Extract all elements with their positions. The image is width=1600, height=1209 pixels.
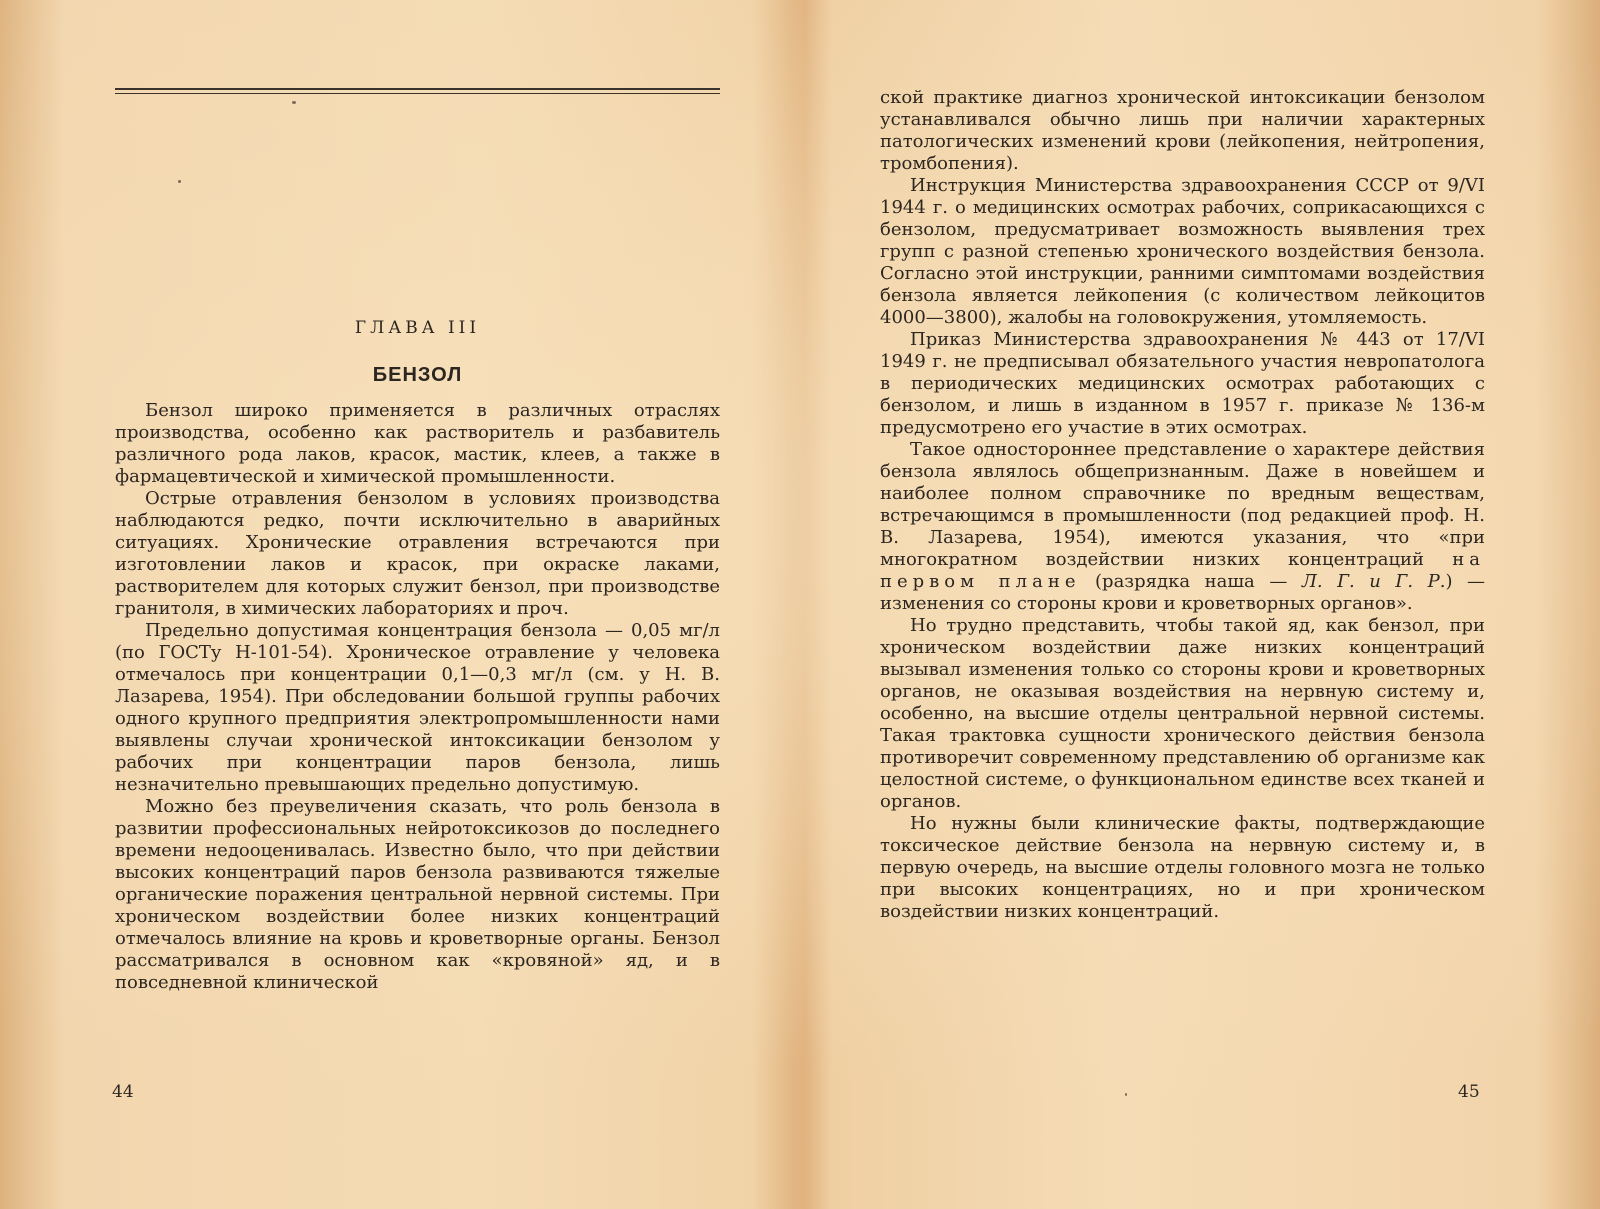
paper-speck: [292, 101, 296, 104]
quote-text-after: ) — изменения со стороны крови и кроветворных органов».: [880, 571, 1485, 614]
quote-text-mid: (разрядка наша —: [1080, 571, 1302, 592]
paper-speck: [178, 180, 181, 183]
quote-paragraph: [880, 439, 1485, 615]
paragraph: Острые отравления бензолом в условиях производства наблюдаются редко, почти исключительно в аварийных ситуациях. Хронические отравления встречаются при изготовлении лаков и красок, при окраске лаками, растворителем для которых служит бензол, при производстве гранитоля, в химических лабораториях и проч.: [115, 488, 720, 619]
header-rule: [115, 88, 720, 94]
paragraph: Предельно допустимая концентрация бензола — 0,05 мг/л (по ГОСТу Н-101-54). Хроническое отравление у человека отмечалось при концентрации 0,1—0,3 мг/л (см. у Н. В. Лазарева, 1954). При обследовании большой группы рабочих одного крупного предприятия электропромышленности нами выявлены случаи хронической интоксикации бензолом у рабочих при концентрации паров бензола, лишь незначительно превышающих предельно допустимую.: [115, 620, 720, 795]
page-number-right: 45: [1458, 1082, 1480, 1102]
right-body-text: [880, 87, 1485, 923]
paragraph: Бензол широко применяется в различных отраслях производства, особенно как растворитель и разбавитель различного рода лаков, красок, мастик, клеев, а также в фармацевтической и химической промышленности.: [115, 400, 720, 487]
left-body-text: [115, 400, 720, 994]
paper-speck: [1125, 1093, 1127, 1096]
paragraph: Но нужны были клинические факты, подтверждающие токсическое действие бензола на нервную систему и, в первую очередь, на высшие отделы головного мозга не только при высоких концентрациях, но и при хроническом воздействии низких концентраций.: [880, 813, 1485, 922]
quote-text-before: Такое одностороннее представление о характере действия бензола являлось общепризнанным. Даже в новейшем и наиболее полном справочнике по вредным веществам, встречающимся в промышленности (под редакцией проф. Н. В. Лазарева, 1954), имеются указания, что «при многократном воздействии низких концентраций: [880, 439, 1485, 570]
spaced-emphasis: на первом плане: [880, 549, 1485, 592]
continuation-paragraph: ской практике диагноз хронической интоксикации бензолом устанавливался обычно лишь при наличии характерных патологических изменений крови (лейкопения, нейтропения, тромбопения).: [880, 87, 1485, 174]
right-page: [800, 0, 1600, 1209]
paragraph: Инструкция Министерства здравоохранения СССР от 9/VI 1944 г. о медицинских осмотрах рабочих, соприкасающихся с бензолом, предусматривает возможность выявления трех групп с разной степенью хронического воздействия бензола. Согласно этой инструкции, ранними симптомами воздействия бензола является лейкопения (с количеством лейкоцитов 4000—3800), жалобы на головокружения, утомляемость.: [880, 175, 1485, 328]
author-initials: Л. Г. и Г. Р.: [1301, 571, 1446, 592]
paragraph: Но трудно представить, чтобы такой яд, как бензол, при хроническом воздействии даже низких концентраций вызывал изменения только со стороны крови и кроветворных органов, не оказывая воздействия на нервную систему и, особенно, на высшие отделы центральной нервной системы. Такая трактовка сущности хронического действия бензола противоречит современному представлению об организме как целостной системе, о функциональном единстве всех тканей и органов.: [880, 615, 1485, 812]
paragraph: Можно без преувеличения сказать, что роль бензола в развитии профессиональных нейротоксикозов до последнего времени недооценивалась. Известно было, что при действии высоких концентраций паров бензола развиваются тяжелые органические поражения центральной нервной системы. При хроническом воздействии более низких концентраций отмечалось влияние на кровь и кроветворные органы. Бензол рассматривался в основном как «кровяной» яд, и в повседневной клинической: [115, 796, 720, 993]
page-number-left: 44: [112, 1082, 134, 1102]
paragraph: Приказ Министерства здравоохранения № 443 от 17/VI 1949 г. не предписывал обязательного участия невропатолога в периодических медицинских осмотрах работающих с бензолом, и лишь в изданном в 1957 г. приказе № 136-м предусмотрено его участие в этих осмотрах.: [880, 329, 1485, 438]
chapter-title: БЕНЗОЛ: [372, 364, 463, 386]
chapter-label: ГЛАВА III: [354, 318, 481, 338]
